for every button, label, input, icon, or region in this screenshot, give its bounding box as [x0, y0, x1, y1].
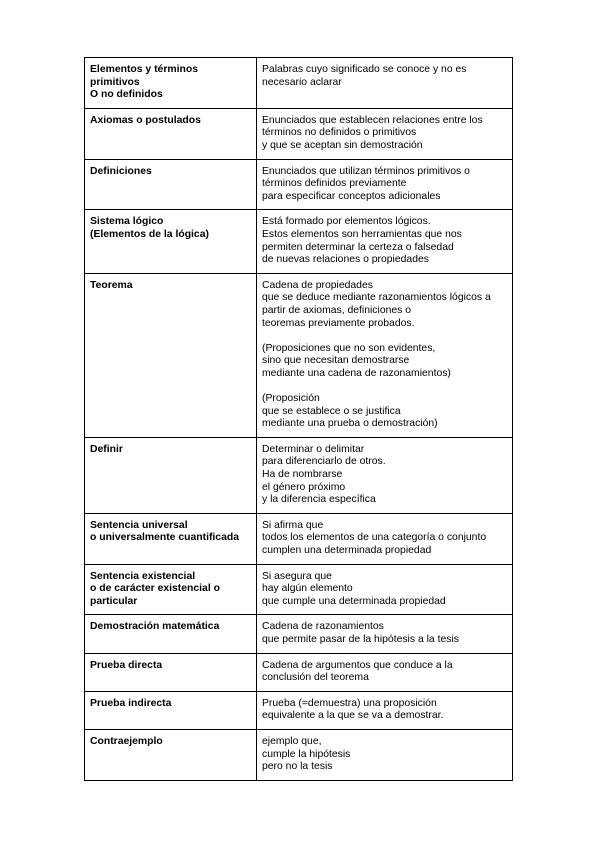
definition-cell: Está formado por elementos lógicos. Estos elementos son herramientas que nos permiten determinar la certeza o falsedad de nuevas relaciones o propiedades	[257, 210, 513, 273]
table-row	[85, 729, 513, 780]
term-cell: Elementos y términos primitivos O no definidos	[85, 58, 257, 109]
definition-cell: Enunciados que establecen relaciones entre los términos no definidos o primitivos y que se aceptan sin demostración	[257, 108, 513, 159]
definition-cell: Si asegura que hay algún elemento que cumple una determinada propiedad	[257, 564, 513, 615]
term-cell: Definiciones	[85, 159, 257, 210]
definition-cell: Si afirma que todos los elementos de una categoría o conjunto cumplen una determinada propiedad	[257, 513, 513, 564]
definition-cell: Cadena de razonamientos que permite pasar de la hipótesis a la tesis	[257, 615, 513, 653]
table-row	[85, 437, 513, 513]
definition-cell: Cadena de argumentos que conduce a la conclusión del teorema	[257, 653, 513, 691]
glossary-body	[85, 58, 513, 781]
term-cell: Axiomas o postulados	[85, 108, 257, 159]
term-cell: Definir	[85, 437, 257, 513]
definition-cell: Enunciados que utilizan términos primitivos o términos definidos previamente para especificar conceptos adicionales	[257, 159, 513, 210]
table-row	[85, 615, 513, 653]
term-cell: Sentencia universal o universalmente cuantificada	[85, 513, 257, 564]
table-row	[85, 653, 513, 691]
table-row	[85, 210, 513, 273]
glossary-table	[84, 57, 513, 781]
definition-cell: ejemplo que, cumple la hipótesis pero no la tesis	[257, 729, 513, 780]
term-cell: Teorema	[85, 273, 257, 437]
term-cell: Sistema lógico (Elementos de la lógica)	[85, 210, 257, 273]
term-cell: Demostración matemática	[85, 615, 257, 653]
definition-cell: Prueba (=demuestra) una proposición equivalente a la que se va a demostrar.	[257, 691, 513, 729]
definition-cell: Palabras cuyo significado se conoce y no es necesario aclarar	[257, 58, 513, 109]
table-row	[85, 108, 513, 159]
table-row	[85, 159, 513, 210]
term-cell: Sentencia existencial o de carácter existencial o particular	[85, 564, 257, 615]
term-cell: Contraejemplo	[85, 729, 257, 780]
table-row	[85, 58, 513, 109]
definition-cell: Determinar o delimitar para diferenciarlo de otros. Ha de nombrarse el género próximo y la diferencia específica	[257, 437, 513, 513]
table-row	[85, 564, 513, 615]
definition-cell: Cadena de propiedades que se deduce mediante razonamientos lógicos a partir de axiomas, definiciones o teoremas previamente probados. (Proposiciones que no son evidentes, sino que necesitan demostrarse mediante una cadena de razonamientos) (Proposición que se establece o se justifica mediante una prueba o demostración)	[257, 273, 513, 437]
table-row	[85, 273, 513, 437]
term-cell: Prueba directa	[85, 653, 257, 691]
table-row	[85, 513, 513, 564]
term-cell: Prueba indirecta	[85, 691, 257, 729]
table-row	[85, 691, 513, 729]
